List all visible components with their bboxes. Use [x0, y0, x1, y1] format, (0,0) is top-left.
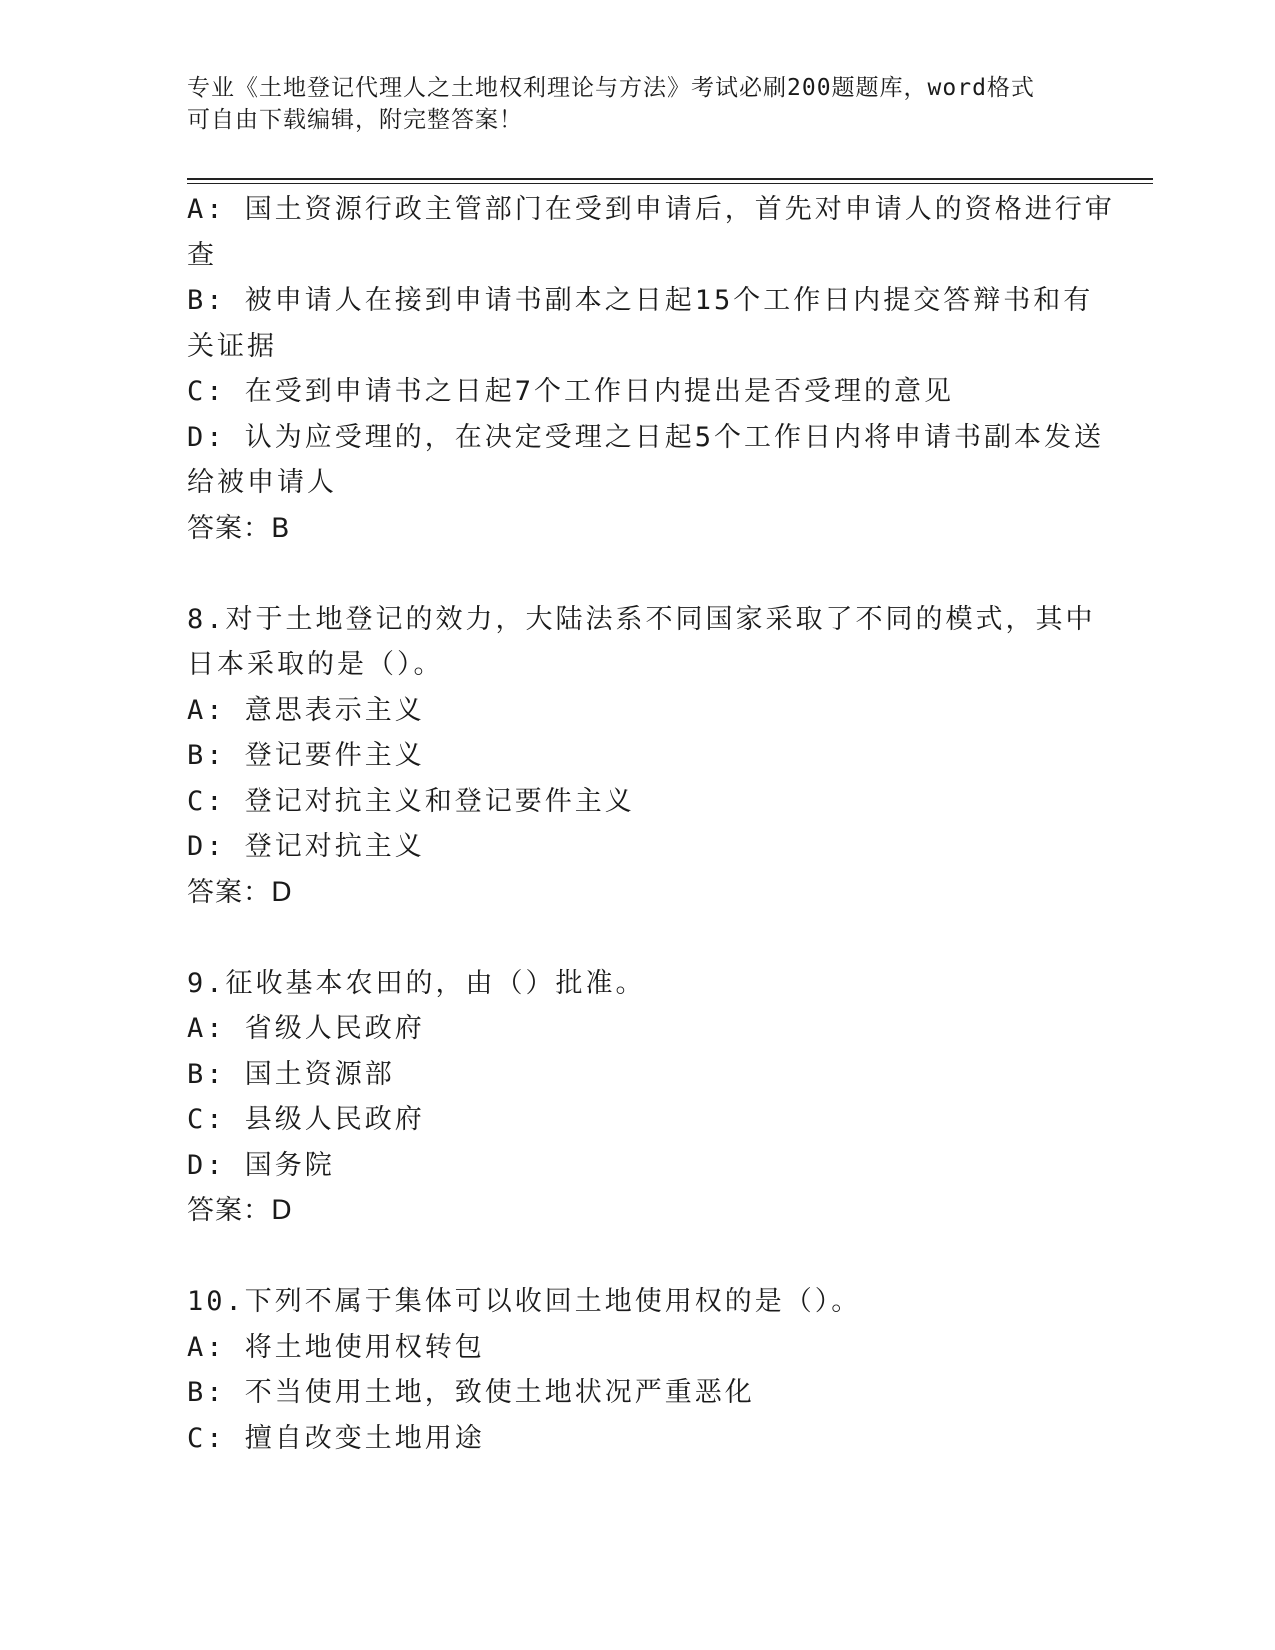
option-c: C: 县级人民政府 — [187, 1104, 425, 1135]
option-c: C: 擅自改变土地用途 — [187, 1422, 485, 1454]
answer: 答案：D — [187, 1195, 293, 1226]
answer: 答案：D — [187, 876, 293, 908]
option-b: B: 不当使用土地，致使土地状况严重恶化 — [187, 1377, 755, 1408]
question-stem-line-1: 8.对于土地登记的效力，大陆法系不同国家采取了不同的模式，其中 — [187, 603, 1096, 635]
document-header — [187, 72, 1087, 136]
header-line-1: 专业《土地登记代理人之土地权利理论与方法》考试必刷200题题库，word格式 — [187, 75, 1035, 101]
question-stem: 10.下列不属于集体可以收回土地使用权的是（）。 — [187, 1286, 862, 1317]
spacer — [187, 915, 1087, 961]
option-a: A: 省级人民政府 — [187, 1013, 425, 1044]
option-d: D: 登记对抗主义 — [187, 831, 425, 862]
option-a-line-2: 查 — [187, 239, 217, 271]
header-divider-thin — [187, 183, 1153, 184]
option-c: C: 登记对抗主义和登记要件主义 — [187, 785, 635, 817]
option-d-line-1: D: 认为应受理的，在决定受理之日起5个工作日内将申请书副本发送 — [187, 421, 1105, 453]
option-a-line-1: A: 国土资源行政主管部门在受到申请后，首先对申请人的资格进行审 — [187, 194, 1115, 225]
option-b-line-2: 关证据 — [187, 330, 277, 362]
option-b: B: 国土资源部 — [187, 1058, 395, 1090]
option-d: D: 国务院 — [187, 1149, 335, 1181]
question-8 — [187, 597, 1096, 916]
header-line-2: 可自由下载编辑，附完整答案！ — [187, 107, 523, 133]
option-a: A: 将土地使用权转包 — [187, 1331, 485, 1363]
question-9 — [187, 961, 1087, 1234]
spacer — [187, 1234, 1087, 1280]
spacer — [187, 551, 1087, 597]
header-divider-thick — [187, 178, 1153, 180]
question-7-options — [187, 187, 1115, 551]
question-stem-line-2: 日本采取的是（）。 — [187, 649, 444, 680]
question-list — [187, 187, 1115, 1461]
option-b: B: 登记要件主义 — [187, 740, 425, 771]
option-a: A: 意思表示主义 — [187, 694, 425, 726]
question-10 — [187, 1279, 1087, 1461]
question-stem: 9.征收基本农田的，由（）批准。 — [187, 967, 646, 999]
option-c: C: 在受到申请书之日起7个工作日内提出是否受理的意见 — [187, 376, 955, 407]
option-b-line-1: B: 被申请人在接到申请书副本之日起15个工作日内提交答辩书和有 — [187, 285, 1094, 316]
option-d-line-2: 给被申请人 — [187, 467, 337, 498]
answer: 答案：B — [187, 512, 291, 544]
